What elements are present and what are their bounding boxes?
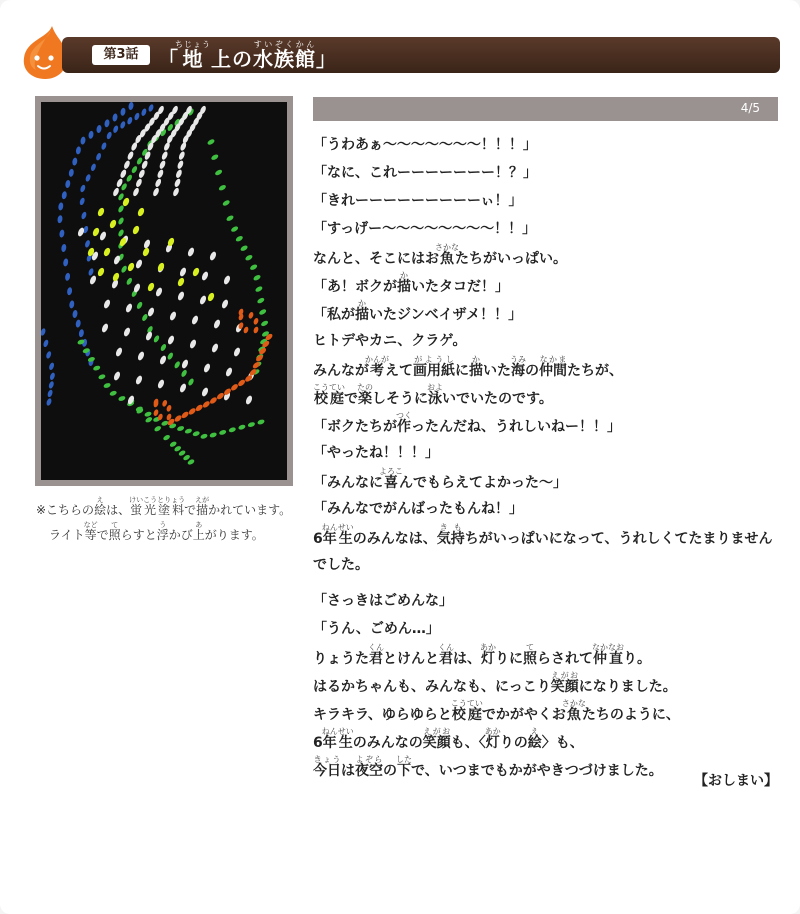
story-line: 「きれーーーーーーーーーぃ！」 (313, 193, 523, 209)
story-line: みんなが考かんがえて画用紙がようしに描かいた海うみの仲間なかまたちが、 (313, 355, 623, 379)
ruby-word: 君くん (438, 643, 454, 667)
story-line: 「私が描かいたジンベイザメ！！」 (313, 299, 523, 323)
story-line: キラキラ、ゆらゆらと校庭こうていでかがやくお魚さかなたちのように、 (313, 699, 680, 723)
ruby-word: 気持きも (436, 523, 465, 547)
ruby-word: 浮う (156, 521, 169, 542)
story-line: 「さっきはごめんな」 (313, 593, 453, 609)
episode-title-bar (62, 37, 780, 73)
ruby-word: 描か (355, 299, 369, 323)
story-text (313, 131, 783, 783)
fluorescent-whale-shark-artwork (35, 96, 293, 486)
ruby-word: 上あ (192, 521, 205, 542)
story-line: ヒトデやカニ、クラゲ。 (313, 333, 467, 349)
ruby-word: 下した (396, 755, 412, 779)
ruby-word: 泳およ (427, 383, 443, 407)
title-ruby-word: の (232, 47, 253, 71)
title-ruby-word: 上 (211, 47, 232, 71)
ruby-word: 喜よろこ (379, 467, 403, 491)
ruby-word: 絵え (94, 496, 107, 517)
ruby-word: 絵え (527, 727, 542, 751)
story-line: 「ボクたちが作つくったんだね、うれしいねー！！」 (313, 411, 621, 435)
ruby-word: 画用紙がようし (413, 355, 455, 379)
page-indicator-bar (313, 97, 778, 121)
episode-title: 「地ちじょう上の水族館すいぞくかん」 (158, 40, 337, 71)
story-line: 6年生ねんせいのみんなの笑顔えがおも、〈灯あかりの絵え〉も、 (313, 727, 584, 751)
ruby-word: 描か (397, 271, 411, 295)
ruby-word: 描か (469, 355, 483, 379)
title-ruby-word: 地ちじょう (175, 40, 211, 71)
story-line: りょうた君くんとけんと君くんは、灯あかりに照てらされて仲直なかなおり。 (313, 643, 651, 667)
story-ending-label: 【おしまい】 (694, 773, 778, 789)
ruby-word: 笑顔えがお (550, 671, 579, 695)
story-line: 「みんなに喜よろこんでもらえてよかった〜」 (313, 467, 567, 491)
story-line: 「やったね！！！」 (313, 445, 439, 461)
story-line: 6年生ねんせいのみんなは、気持きもちがいっぱいになって、うれしくてたまりません (313, 523, 773, 547)
ruby-word: 夜空よぞら (355, 755, 383, 779)
ruby-word: 楽たの (357, 383, 373, 407)
ruby-word: 海うみ (510, 355, 526, 379)
story-line: 校庭こうていで楽たのしそうに泳およいでいたのです。 (313, 383, 553, 407)
ruby-word: 照て (523, 643, 537, 667)
ruby-word: 君くん (368, 643, 384, 667)
ruby-word: 仲間なかま (539, 355, 567, 379)
story-line: 今日きょうは夜空よぞらの下したで、いつまでもかがやきつづけました。 (313, 755, 663, 779)
ruby-word: 魚さかな (435, 243, 459, 267)
caption-line: ※こちらの絵えは、蛍光塗料けいこうとりょうで描えがかれています。 (36, 496, 292, 517)
ruby-word: 校庭こうてい (450, 699, 483, 723)
ruby-word: 照て (108, 521, 121, 542)
story-line: 「すっげー〜〜〜〜〜〜〜〜！！」 (313, 221, 537, 237)
ruby-word: 作つく (396, 411, 412, 435)
story-line: 「みんなでがんばったもんね！」 (313, 501, 523, 517)
ruby-word: 蛍光塗料けいこうとりょう (129, 496, 186, 517)
page-number: 4/5 (740, 101, 760, 115)
story-line: 「なに、これーーーーーーー！？」 (313, 165, 537, 181)
ruby-word: 今日きょう (313, 755, 341, 779)
ruby-word: 灯あか (480, 643, 496, 667)
ruby-word: 笑顔えがお (422, 727, 451, 751)
story-line: はるかちゃんも、みんなも、にっこり笑顔えがおになりました。 (313, 671, 677, 695)
story-line: 「うわあぁ〜〜〜〜〜〜〜！！！」 (313, 137, 537, 153)
ruby-word: 年生ねんせい (321, 727, 354, 751)
ruby-word: 仲直なかなお (592, 643, 624, 667)
ruby-word: 描えが (195, 496, 210, 517)
ruby-word: 等など (83, 521, 98, 542)
story-line: 「うん、ごめん…」 (313, 621, 440, 637)
story-line: でした。 (313, 557, 369, 573)
ruby-word: 灯あか (484, 727, 501, 751)
story-line: 「あ！ボクが描かいたタコだ！」 (313, 271, 509, 295)
paragraph-gap (313, 579, 783, 587)
ruby-word: 校庭こうてい (313, 383, 345, 407)
ruby-word: 年生ねんせい (321, 523, 354, 547)
ruby-word: 魚さかな (561, 699, 586, 723)
episode-badge: 第3話 (92, 45, 150, 65)
artwork-caption (36, 496, 298, 546)
story-line: なんと、そこにはお魚さかなたちがいっぱい。 (313, 243, 567, 267)
ruby-word: 考かんが (365, 355, 389, 379)
title-ruby-word: 水族館すいぞくかん (253, 40, 316, 71)
caption-line: ライト等などで照てらすと浮うかび上あがります。 (49, 521, 264, 542)
